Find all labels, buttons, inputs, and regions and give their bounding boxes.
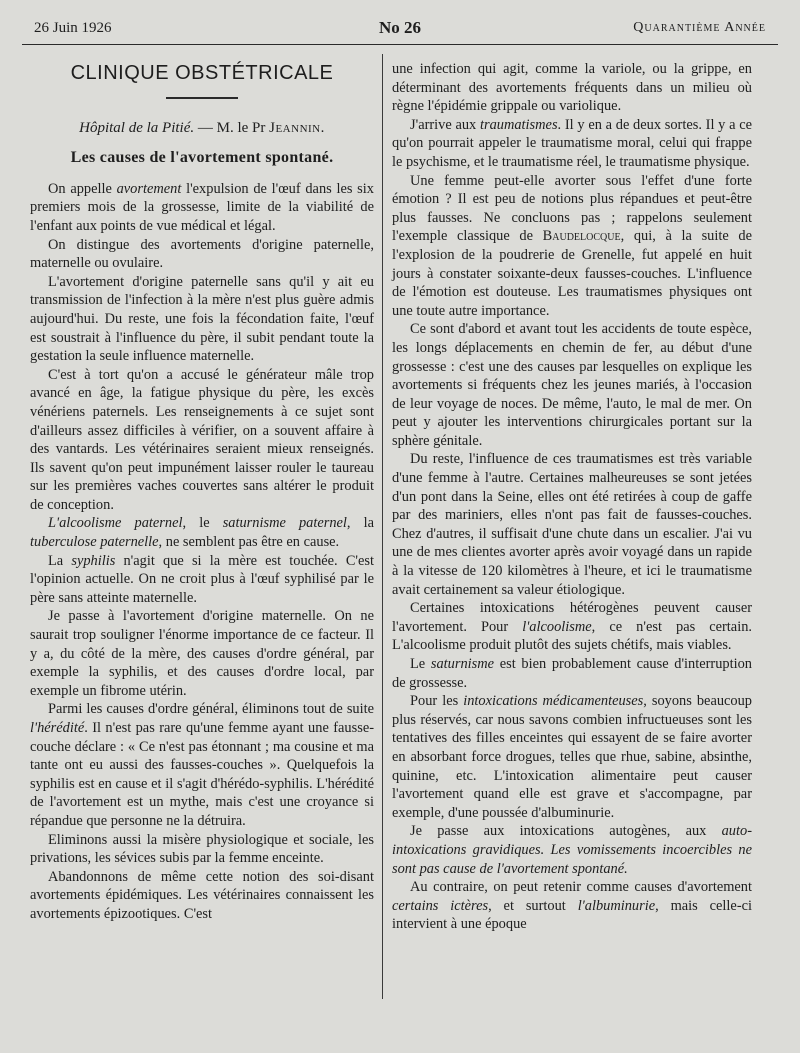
paragraph: une infection qui agit, comme la variole, ou la grippe, en déterminant des avortements fréquents dans un milieu où règne l'épidémie grippale ou variolique. [392, 61, 752, 115]
text-run: Le [410, 656, 431, 672]
text-run: , ce n'est pas certain. L'alcoolisme produit plutôt des sujets chétifs, mais viables. [392, 618, 752, 654]
paragraph [30, 700, 374, 830]
text-run: l'expulsion de l'œuf dans les six premiers mois de la grossesse, limite de la viabilité de l'enfant aux points de vue médical et légal. [30, 180, 374, 234]
paragraph [392, 116, 752, 172]
article-subtitle: Les causes de l'avortement spontané. [70, 149, 334, 167]
text-run: , qui, à la suite de l'explosion de la poudrerie de Grenelle, fut appelé en huit jours à constater soixante-deux fausses-couches. L'influence de l'émotion est douteuse. Les traumatismes physiques ont une toute autre importance. [392, 228, 753, 319]
text-run: est bien probablement cause d'interruption de grossesse. [392, 656, 752, 691]
paragraph: Eliminons aussi la misère physiologique et sociale, les privations, les sévices subis par la femme enceinte. [30, 831, 374, 867]
right-column [392, 60, 752, 934]
column-divider [382, 54, 383, 999]
italic-term: saturnisme [430, 656, 495, 672]
italic-term: certains ictères [392, 897, 489, 914]
text-run: . Il n'est pas rare qu'une femme ayant une fausse-couche déclare : « Ce n'est pas étonnant ; ma cousine et ma tante ont eu aussi des fausses-couches ». Quelquefois la syphilis est en cause et il s'agit d'hérédo-syphilis. L'hérédité de l'avortement est un mythe, mais c'est une croyance si répandue que personne ne la détruira. [30, 720, 374, 829]
paragraph [392, 822, 752, 878]
italic-term: l'albuminurie [577, 897, 656, 914]
paragraph [392, 599, 752, 655]
text-run: , et surtout [488, 897, 578, 914]
text-run: n'agit que si la mère est touchée. C'est l'opinion actuelle. On ne croit plus à l'œuf syphilisé par le père sans atteinte maternelle. [30, 552, 374, 606]
person-name: Baudelocque [542, 228, 621, 245]
title-rule [166, 97, 238, 99]
italic-term: intoxications médicamenteuses [463, 693, 644, 710]
left-column [30, 60, 374, 924]
text-run: Une femme peut-elle avorter sous l'effet d'une forte émotion ? Il est peu de notions plus répandues et peut-être plus fausses. Ne concluons pas ; rappelons seulement l'exemple classique de [392, 172, 752, 245]
paragraph: On distingue des avortements d'origine paternelle, maternelle ou ovulaire. [30, 236, 374, 272]
text-run: On appelle [48, 180, 117, 197]
text-run: J'arrive aux [410, 116, 480, 133]
paragraph: Je passe à l'avortement d'origine maternelle. On ne saurait trop souligner l'énorme importance de ce facteur. Il y a, du côté de la mère, des causes d'ordre général, par exemple la syphilis, et des causes d'ordre local, par exemple un fibrome utérin. [30, 608, 374, 699]
page-header [22, 16, 778, 45]
issue-number: No 26 [378, 18, 422, 37]
paragraph [392, 655, 752, 692]
issue-date: 26 Juin 1926 [34, 20, 112, 36]
text-run: Certaines intoxications hétérogènes peuvent causer l'avortement. Pour [392, 600, 752, 635]
text-run: Pour les [410, 693, 464, 710]
italic-term: traumatismes [479, 116, 558, 133]
italic-term: tuberculose paternelle [30, 534, 159, 551]
italic-term: auto-intoxications gravidiques. Les vomissements incoercibles ne sont pas cause de l'avortement spontané. [392, 823, 752, 877]
paragraph [30, 514, 374, 551]
paragraph: L'avortement d'origine paternelle sans qu'il y ait eu transmission de l'infection à la mère n'est plus guère admis aujourd'hui. Du reste, une fois la fécondation faite, l'œuf est soustrait à l'influence du père, il subit pendant toute la gestation la seule influence maternelle. [30, 273, 374, 365]
hospital-line [30, 119, 374, 138]
text-run: , ne semblent pas être en cause. [158, 534, 340, 551]
italic-term: syphilis [71, 552, 116, 569]
prof-abbr: Pr [252, 119, 266, 136]
paragraph: Du reste, l'influence de ces traumatismes est très variable d'une femme à l'autre. Certaines malheureuses se sont jetées d'un pont dans la Seine, elles ont été retirées à coup de gaffe par des mariniers, elles n'ont pas fait de fausses-couches. Chez d'autres, il suffisait d'une chute dans un escalier. J'ai vu une de mes clientes avorter après avoir voyagé dans un rapide à la vitesse de 120 kilomètres à l'heure, et ici le traumatisme avait certainement sa valeur étiologique. [392, 451, 752, 598]
text-run: , mais celle-ci intervient à une époque [392, 897, 752, 933]
paragraph [30, 552, 374, 608]
italic-term: L'alcoolisme paternel [48, 515, 183, 532]
volume-year: Quarantième Année [633, 20, 766, 35]
paragraph [392, 172, 752, 321]
text-run: La [48, 552, 72, 569]
italic-term: l'hérédité [30, 720, 85, 736]
article-title: CLINIQUE OBSTÉTRICALE [70, 62, 334, 84]
italic-term: saturnisme paternel [222, 515, 347, 532]
hospital-name: Hôpital de la Pitié. [79, 119, 195, 136]
italic-term: l'alcoolisme [522, 618, 592, 635]
text-run: , soyons beaucoup plus réservés, car nous savons combien infructueuses sont les tentatives des filles enceintes qui essayent de se faire avorter en absorbant force drogues, telles que rhue, sabine, absinthe, quinine, etc. L'intoxication alimentaire peut causer l'avortement quand elle est grave et s'accompagne, par exemple, d'une poussée d'albuminurie. [392, 693, 753, 821]
text-run: . Il y en a de deux sortes. Il y a ce qu'on pourrait appeler le traumatisme moral, celui qui frappe le psychisme, et le traumatisme réel, le traumatisme physique. [392, 116, 752, 170]
text-run: , le [182, 515, 223, 532]
paragraph: Ce sont d'abord et avant tout les accidents de toute espèce, les longs déplacements en chemin de fer, au début d'une grossesse : c'est une des causes par lesquelles on explique les avortements si fréquents chez les jeunes mariés, à l'occasion de leur voyage de noces. De même, l'auto, le mal de mer. On peut y ajouter les interventions chirurgicales portant sur la sphère génitale. [392, 321, 752, 449]
hospital-dash: — M. le [194, 119, 253, 136]
paragraph [30, 180, 374, 236]
text-run: Je passe aux intoxications autogènes, aux [410, 823, 722, 840]
paragraph [392, 692, 752, 822]
text-run: , la [346, 515, 375, 532]
paragraph: Abandonnons de même cette notion des soi-disant avortements épidémiques. Les vétérinaires connaissent les avortements épizootiques. C'est [30, 868, 374, 922]
italic-term: avortement [116, 180, 182, 197]
text-run: Au contraire, on peut retenir comme causes d'avortement [410, 879, 752, 896]
professor-name: Jeannin. [269, 119, 325, 136]
paragraph: C'est à tort qu'on a accusé le générateur mâle trop avancé en âge, la fatigue physique du père, les excès vénériens paternels. Les renseignements à ce sujet sont d'ailleurs assez difficiles à vérifier, on a souvent affaire à des vantards. Les vétérinaires seraient mieux renseignés. Ils savent qu'on peut impunément laisser rouler le taureau sur les premières vaches couvertes sans altérer le produit de conception. [30, 366, 374, 513]
paragraph [392, 878, 752, 934]
text-run: Parmi les causes d'ordre général, éliminons tout de suite [48, 701, 374, 718]
